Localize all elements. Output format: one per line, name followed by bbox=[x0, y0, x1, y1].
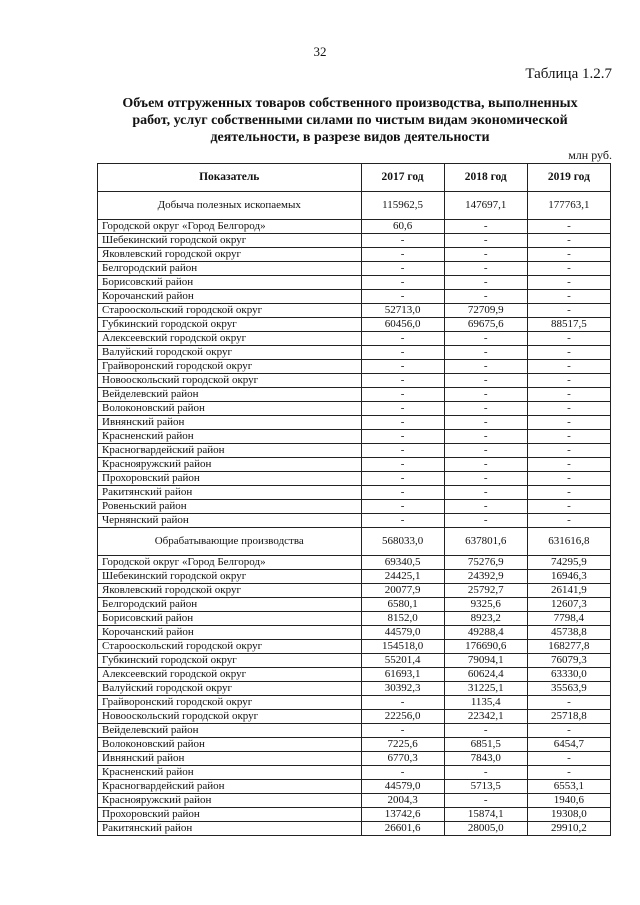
row-value: - bbox=[444, 514, 527, 528]
table-row bbox=[98, 416, 611, 430]
table-row bbox=[98, 808, 611, 822]
title-line: Объем отгруженных товаров собственного производства, выполненных bbox=[122, 96, 578, 111]
row-name: Шебекинский городской округ bbox=[98, 570, 362, 584]
table-row bbox=[98, 514, 611, 528]
row-value: - bbox=[444, 766, 527, 780]
row-value: 8152,0 bbox=[361, 612, 444, 626]
table-row bbox=[98, 570, 611, 584]
table-row bbox=[98, 598, 611, 612]
row-value: - bbox=[527, 346, 610, 360]
row-value: - bbox=[527, 402, 610, 416]
row-value: - bbox=[527, 360, 610, 374]
row-value: - bbox=[527, 290, 610, 304]
row-value: 1940,6 bbox=[527, 794, 610, 808]
row-value: - bbox=[527, 486, 610, 500]
row-value: - bbox=[527, 724, 610, 738]
section-value: 115962,5 bbox=[361, 192, 444, 220]
row-value: 49288,4 bbox=[444, 626, 527, 640]
row-value: 5713,5 bbox=[444, 780, 527, 794]
row-value: 6553,1 bbox=[527, 780, 610, 794]
row-value: 74295,9 bbox=[527, 556, 610, 570]
row-value: - bbox=[361, 332, 444, 346]
row-name: Валуйский городской округ bbox=[98, 682, 362, 696]
row-name: Краснояружский район bbox=[98, 458, 362, 472]
table-row bbox=[98, 276, 611, 290]
table-row bbox=[98, 780, 611, 794]
section-value: 147697,1 bbox=[444, 192, 527, 220]
row-name: Краснояружский район bbox=[98, 794, 362, 808]
row-value: 61693,1 bbox=[361, 668, 444, 682]
row-name: Городской округ «Город Белгород» bbox=[98, 556, 362, 570]
row-value: - bbox=[527, 248, 610, 262]
row-value: 24392,9 bbox=[444, 570, 527, 584]
row-name: Старооскольский городской округ bbox=[98, 640, 362, 654]
row-value: 2004,3 bbox=[361, 794, 444, 808]
row-value: 24425,1 bbox=[361, 570, 444, 584]
row-value: - bbox=[527, 304, 610, 318]
row-value: 69675,6 bbox=[444, 318, 527, 332]
row-value: - bbox=[444, 290, 527, 304]
table-row bbox=[98, 682, 611, 696]
row-name: Вейделевский район bbox=[98, 388, 362, 402]
row-name: Красногвардейский район bbox=[98, 780, 362, 794]
row-value: - bbox=[361, 402, 444, 416]
row-value: 45738,8 bbox=[527, 626, 610, 640]
section-value: 177763,1 bbox=[527, 192, 610, 220]
row-value: 20077,9 bbox=[361, 584, 444, 598]
row-value: - bbox=[444, 416, 527, 430]
row-name: Ивнянский район bbox=[98, 752, 362, 766]
table-row bbox=[98, 346, 611, 360]
row-value: 6770,3 bbox=[361, 752, 444, 766]
table-row bbox=[98, 332, 611, 346]
row-value: - bbox=[361, 416, 444, 430]
row-value: - bbox=[527, 696, 610, 710]
row-value: 44579,0 bbox=[361, 780, 444, 794]
header-2019: 2019 год bbox=[527, 164, 610, 192]
section-name: Обрабатывающие производства bbox=[98, 528, 362, 556]
row-value: - bbox=[361, 500, 444, 514]
row-name: Ракитянский район bbox=[98, 486, 362, 500]
row-value: - bbox=[361, 458, 444, 472]
row-value: 30392,3 bbox=[361, 682, 444, 696]
row-name: Красногвардейский район bbox=[98, 444, 362, 458]
row-name: Ракитянский район bbox=[98, 822, 362, 836]
row-value: - bbox=[527, 472, 610, 486]
row-name: Красненский район bbox=[98, 430, 362, 444]
table-row bbox=[98, 710, 611, 724]
row-value: - bbox=[444, 220, 527, 234]
section-row bbox=[98, 192, 611, 220]
row-value: 154518,0 bbox=[361, 640, 444, 654]
row-value: 44579,0 bbox=[361, 626, 444, 640]
header-2017: 2017 год bbox=[361, 164, 444, 192]
table-row bbox=[98, 738, 611, 752]
title-line: деятельности, в разрезе видов деятельности bbox=[210, 130, 490, 145]
row-name: Старооскольский городской округ bbox=[98, 304, 362, 318]
row-value: 26601,6 bbox=[361, 822, 444, 836]
table-row bbox=[98, 766, 611, 780]
row-name: Прохоровский район bbox=[98, 808, 362, 822]
table-row bbox=[98, 612, 611, 626]
row-value: 6454,7 bbox=[527, 738, 610, 752]
row-value: - bbox=[361, 262, 444, 276]
row-name: Корочанский район bbox=[98, 626, 362, 640]
table-row bbox=[98, 444, 611, 458]
table-row bbox=[98, 248, 611, 262]
row-value: 60624,4 bbox=[444, 668, 527, 682]
row-value: - bbox=[527, 766, 610, 780]
row-value: - bbox=[361, 374, 444, 388]
table-row bbox=[98, 402, 611, 416]
row-value: - bbox=[527, 444, 610, 458]
table-row bbox=[98, 262, 611, 276]
table-row bbox=[98, 360, 611, 374]
row-value: - bbox=[361, 766, 444, 780]
table-row bbox=[98, 500, 611, 514]
row-value: - bbox=[444, 444, 527, 458]
table-row bbox=[98, 388, 611, 402]
row-value: 16946,3 bbox=[527, 570, 610, 584]
row-name: Вейделевский район bbox=[98, 724, 362, 738]
row-name: Новооскольский городской округ bbox=[98, 374, 362, 388]
table-row bbox=[98, 304, 611, 318]
row-value: - bbox=[444, 388, 527, 402]
row-value: - bbox=[527, 458, 610, 472]
row-value: 29910,2 bbox=[527, 822, 610, 836]
row-value: 35563,9 bbox=[527, 682, 610, 696]
table-row bbox=[98, 430, 611, 444]
row-value: - bbox=[361, 444, 444, 458]
row-value: 12607,3 bbox=[527, 598, 610, 612]
row-value: - bbox=[361, 290, 444, 304]
row-name: Грайворонский городской округ bbox=[98, 696, 362, 710]
table-label: Таблица 1.2.7 bbox=[525, 66, 612, 82]
unit-label: млн руб. bbox=[568, 148, 612, 162]
row-value: 72709,9 bbox=[444, 304, 527, 318]
row-value: - bbox=[527, 388, 610, 402]
table-row bbox=[98, 318, 611, 332]
row-value: - bbox=[527, 416, 610, 430]
row-value: 7843,0 bbox=[444, 752, 527, 766]
section-value: 637801,6 bbox=[444, 528, 527, 556]
row-value: 79094,1 bbox=[444, 654, 527, 668]
row-value: 52713,0 bbox=[361, 304, 444, 318]
row-value: 15874,1 bbox=[444, 808, 527, 822]
row-value: - bbox=[527, 332, 610, 346]
row-value: - bbox=[361, 514, 444, 528]
table-row bbox=[98, 626, 611, 640]
row-value: 6851,5 bbox=[444, 738, 527, 752]
row-value: - bbox=[527, 220, 610, 234]
row-value: 55201,4 bbox=[361, 654, 444, 668]
table-row bbox=[98, 640, 611, 654]
table-row bbox=[98, 220, 611, 234]
row-name: Алексеевский городской округ bbox=[98, 668, 362, 682]
row-value: - bbox=[361, 430, 444, 444]
table-row bbox=[98, 654, 611, 668]
table-row bbox=[98, 290, 611, 304]
row-value: 8923,2 bbox=[444, 612, 527, 626]
row-value: - bbox=[361, 696, 444, 710]
section-value: 631616,8 bbox=[527, 528, 610, 556]
row-value: 13742,6 bbox=[361, 808, 444, 822]
row-value: - bbox=[444, 724, 527, 738]
page-number: 32 bbox=[313, 44, 327, 59]
row-value: - bbox=[361, 724, 444, 738]
row-name: Чернянский район bbox=[98, 514, 362, 528]
table-body bbox=[98, 192, 611, 836]
row-value: 31225,1 bbox=[444, 682, 527, 696]
row-name: Корочанский район bbox=[98, 290, 362, 304]
row-value: 60456,0 bbox=[361, 318, 444, 332]
row-value: - bbox=[444, 332, 527, 346]
row-value: - bbox=[444, 794, 527, 808]
row-value: 1135,4 bbox=[444, 696, 527, 710]
row-value: - bbox=[444, 248, 527, 262]
row-name: Шебекинский городской округ bbox=[98, 234, 362, 248]
table-title bbox=[90, 95, 610, 146]
section-name: Добыча полезных ископаемых bbox=[98, 192, 362, 220]
row-value: 176690,6 bbox=[444, 640, 527, 654]
row-value: 63330,0 bbox=[527, 668, 610, 682]
table-row bbox=[98, 374, 611, 388]
row-value: - bbox=[527, 514, 610, 528]
table-row bbox=[98, 724, 611, 738]
table-row bbox=[98, 584, 611, 598]
table-row bbox=[98, 668, 611, 682]
row-name: Белгородский район bbox=[98, 262, 362, 276]
title-line: работ, услуг собственными силами по чистым видам экономической bbox=[132, 113, 568, 128]
row-value: - bbox=[444, 346, 527, 360]
row-value: - bbox=[444, 458, 527, 472]
table-row bbox=[98, 696, 611, 710]
row-name: Ивнянский район bbox=[98, 416, 362, 430]
row-name: Городской округ «Город Белгород» bbox=[98, 220, 362, 234]
row-value: - bbox=[527, 276, 610, 290]
row-value: - bbox=[444, 500, 527, 514]
row-name: Губкинский городской округ bbox=[98, 654, 362, 668]
row-value: 26141,9 bbox=[527, 584, 610, 598]
row-value: 76079,3 bbox=[527, 654, 610, 668]
header-indicator: Показатель bbox=[98, 164, 362, 192]
row-value: 9325,6 bbox=[444, 598, 527, 612]
row-value: - bbox=[361, 248, 444, 262]
row-value: - bbox=[444, 360, 527, 374]
row-value: - bbox=[361, 360, 444, 374]
row-value: 28005,0 bbox=[444, 822, 527, 836]
table-row bbox=[98, 472, 611, 486]
row-value: - bbox=[444, 402, 527, 416]
row-value: 19308,0 bbox=[527, 808, 610, 822]
row-name: Волоконовский район bbox=[98, 402, 362, 416]
row-value: 60,6 bbox=[361, 220, 444, 234]
row-value: - bbox=[444, 486, 527, 500]
row-value: - bbox=[527, 500, 610, 514]
table-row bbox=[98, 556, 611, 570]
row-name: Белгородский район bbox=[98, 598, 362, 612]
section-value: 568033,0 bbox=[361, 528, 444, 556]
row-value: - bbox=[444, 472, 527, 486]
row-value: - bbox=[444, 276, 527, 290]
header-row bbox=[98, 164, 611, 192]
row-name: Грайворонский городской округ bbox=[98, 360, 362, 374]
row-value: - bbox=[361, 346, 444, 360]
row-value: 22256,0 bbox=[361, 710, 444, 724]
row-value: - bbox=[361, 472, 444, 486]
row-name: Борисовский район bbox=[98, 276, 362, 290]
row-value: 168277,8 bbox=[527, 640, 610, 654]
row-value: - bbox=[444, 374, 527, 388]
row-name: Яковлевский городской округ bbox=[98, 584, 362, 598]
row-value: 7798,4 bbox=[527, 612, 610, 626]
row-name: Волоконовский район bbox=[98, 738, 362, 752]
row-name: Губкинский городской округ bbox=[98, 318, 362, 332]
row-value: 25718,8 bbox=[527, 710, 610, 724]
row-name: Красненский район bbox=[98, 766, 362, 780]
row-value: - bbox=[361, 276, 444, 290]
row-name: Ровеньский район bbox=[98, 500, 362, 514]
table-row bbox=[98, 822, 611, 836]
row-value: - bbox=[361, 486, 444, 500]
row-value: - bbox=[444, 430, 527, 444]
row-value: 6580,1 bbox=[361, 598, 444, 612]
row-value: 75276,9 bbox=[444, 556, 527, 570]
row-value: - bbox=[527, 374, 610, 388]
row-name: Новооскольский городской округ bbox=[98, 710, 362, 724]
row-value: - bbox=[527, 752, 610, 766]
table-row bbox=[98, 458, 611, 472]
table-row bbox=[98, 752, 611, 766]
row-value: 88517,5 bbox=[527, 318, 610, 332]
row-value: 25792,7 bbox=[444, 584, 527, 598]
row-value: - bbox=[444, 262, 527, 276]
table-row bbox=[98, 486, 611, 500]
row-name: Яковлевский городской округ bbox=[98, 248, 362, 262]
row-value: - bbox=[527, 234, 610, 248]
row-name: Прохоровский район bbox=[98, 472, 362, 486]
row-value: 69340,5 bbox=[361, 556, 444, 570]
row-value: - bbox=[527, 262, 610, 276]
row-name: Алексеевский городской округ bbox=[98, 332, 362, 346]
data-table bbox=[97, 163, 611, 836]
row-value: - bbox=[527, 430, 610, 444]
row-value: 7225,6 bbox=[361, 738, 444, 752]
table-row bbox=[98, 794, 611, 808]
row-name: Валуйский городской округ bbox=[98, 346, 362, 360]
table-row bbox=[98, 234, 611, 248]
row-value: - bbox=[444, 234, 527, 248]
row-value: - bbox=[361, 388, 444, 402]
row-name: Борисовский район bbox=[98, 612, 362, 626]
row-value: 22342,1 bbox=[444, 710, 527, 724]
header-2018: 2018 год bbox=[444, 164, 527, 192]
row-value: - bbox=[361, 234, 444, 248]
section-row bbox=[98, 528, 611, 556]
